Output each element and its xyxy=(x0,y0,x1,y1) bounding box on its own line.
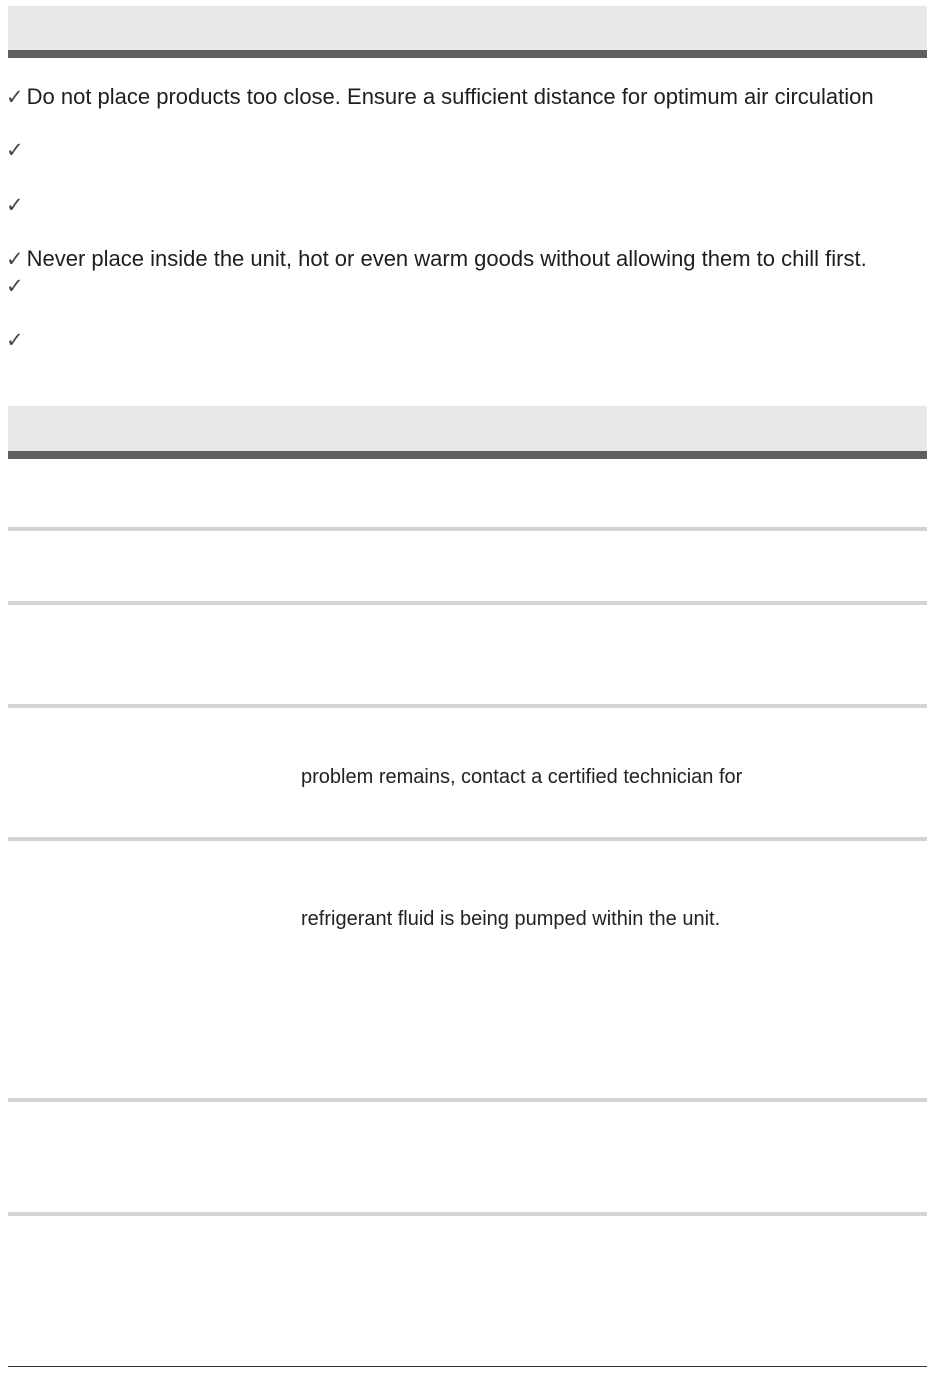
table-header-band xyxy=(8,406,927,451)
check-item xyxy=(6,137,27,163)
section-header-rule xyxy=(8,50,927,58)
table-row-divider xyxy=(8,1098,927,1102)
table-cell-solution: problem remains, contact a certified technician for xyxy=(301,766,743,788)
check-item xyxy=(6,246,867,272)
table-row-divider xyxy=(8,704,927,708)
table-row-divider xyxy=(8,527,927,531)
table-row-divider xyxy=(8,1212,927,1216)
table-cell-solution: refrigerant fluid is being pumped within the unit. xyxy=(301,908,721,930)
check-item xyxy=(6,192,27,218)
check-item xyxy=(6,327,27,353)
table-row-divider xyxy=(8,837,927,841)
table-row-divider xyxy=(8,601,927,605)
checkmark-icon: ✓ xyxy=(6,274,24,298)
check-item xyxy=(6,84,874,110)
checkmark-icon: ✓ xyxy=(6,328,24,352)
check-item-text: Never place inside the unit, hot or even warm goods without allowing them to chill first. xyxy=(26,246,867,271)
page-footer-rule xyxy=(8,1366,927,1367)
checkmark-icon: ✓ xyxy=(6,193,24,217)
checkmark-icon: ✓ xyxy=(6,85,24,109)
check-item-text: Do not place products too close. Ensure a sufficient distance for optimum air circulation xyxy=(26,84,874,109)
checkmark-icon: ✓ xyxy=(6,138,24,162)
section-header-band xyxy=(8,6,927,50)
checkmark-icon: ✓ xyxy=(6,247,24,271)
check-item xyxy=(6,273,27,299)
table-header-rule xyxy=(8,451,927,459)
